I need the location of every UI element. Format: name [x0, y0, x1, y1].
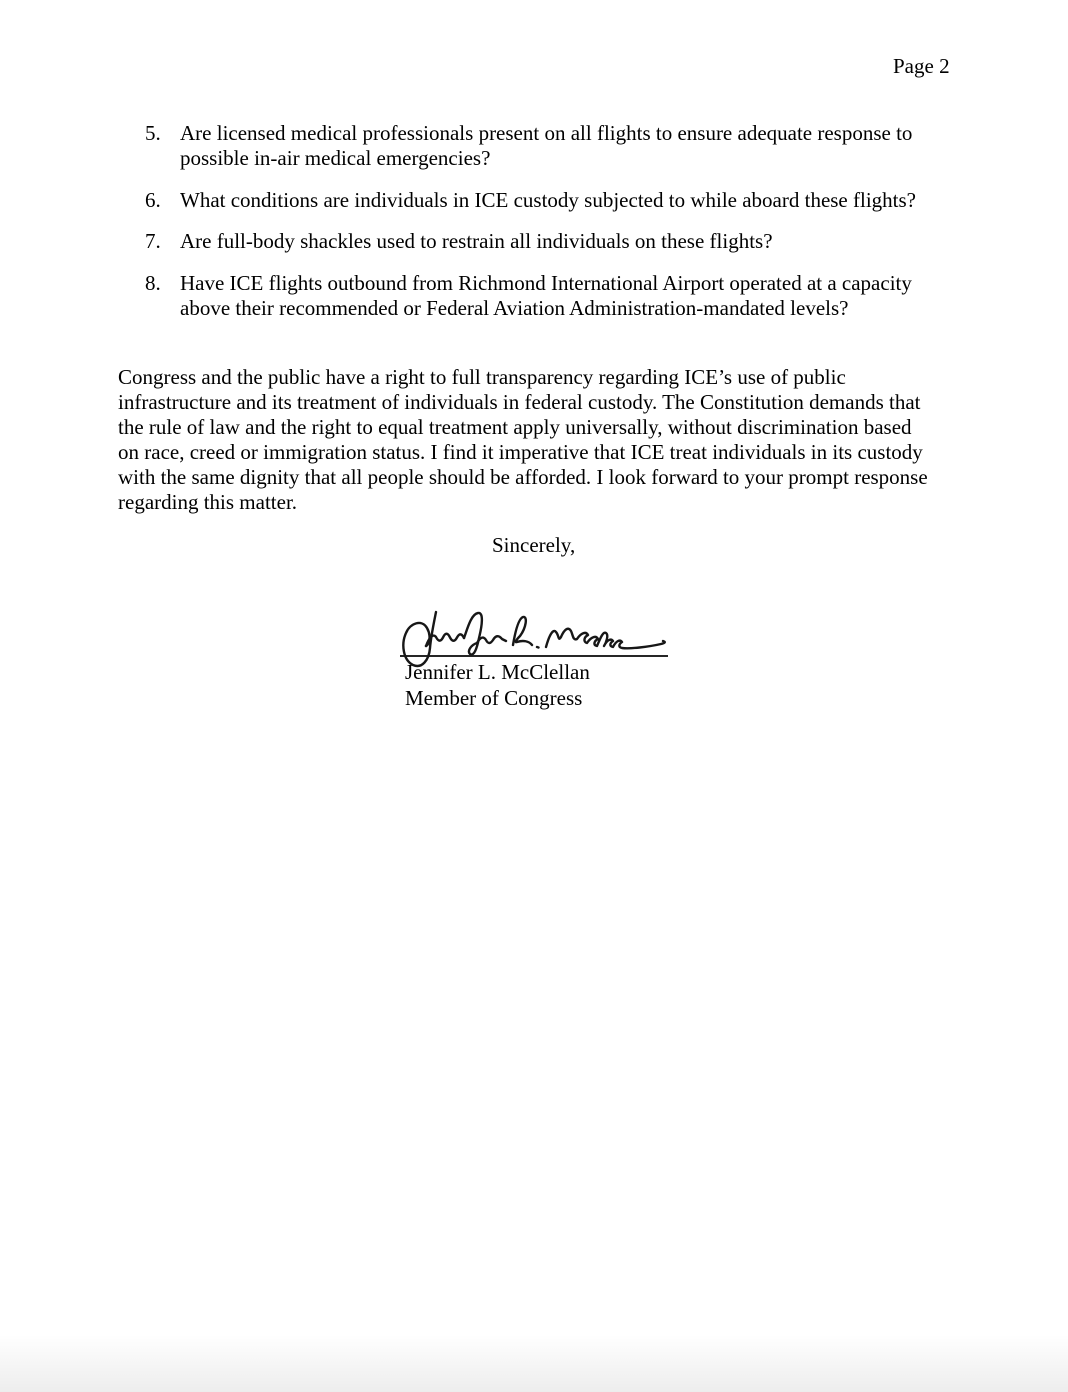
salutation: Sincerely,	[492, 533, 576, 557]
paragraph-line: on race, creed or immigration status. I find it imperative that ICE treat individuals in its custody	[118, 440, 923, 464]
question-text-line: Have ICE flights outbound from Richmond International Airport operated at a capacity	[180, 271, 912, 295]
question-text-line: above their recommended or Federal Aviation Administration-mandated levels?	[180, 296, 849, 320]
page-number: Page 2	[893, 54, 950, 78]
paragraph-line: regarding this matter.	[118, 490, 298, 514]
question-number: 7.	[145, 229, 161, 253]
handwritten-signature-icon	[398, 606, 670, 672]
page-bottom-edge-shadow	[0, 1334, 1068, 1392]
question-number: 5.	[145, 121, 161, 145]
paragraph-line: the rule of law and the right to equal treatment apply universally, without discrimination based	[118, 415, 912, 439]
question-text-line: Are full-body shackles used to restrain all individuals on these flights?	[180, 229, 773, 253]
question-item-7	[145, 229, 955, 254]
question-item-6	[145, 188, 955, 213]
question-number: 8.	[145, 271, 161, 295]
closing-paragraph	[118, 365, 958, 515]
paragraph-line: with the same dignity that all people should be afforded. I look forward to your prompt response	[118, 465, 928, 489]
signer-name: Jennifer L. McClellan	[405, 660, 590, 684]
question-text-line: Are licensed medical professionals present on all flights to ensure adequate response to	[180, 121, 913, 145]
question-item-5	[145, 121, 955, 171]
question-text-line: possible in-air medical emergencies?	[180, 146, 491, 170]
question-number: 6.	[145, 188, 161, 212]
paragraph-line: infrastructure and its treatment of individuals in federal custody. The Constitution demands that	[118, 390, 921, 414]
question-item-8	[145, 271, 955, 321]
question-text-line: What conditions are individuals in ICE custody subjected to while aboard these flights?	[180, 188, 916, 212]
signer-title: Member of Congress	[405, 686, 583, 710]
paragraph-line: Congress and the public have a right to full transparency regarding ICE’s use of public	[118, 365, 846, 389]
